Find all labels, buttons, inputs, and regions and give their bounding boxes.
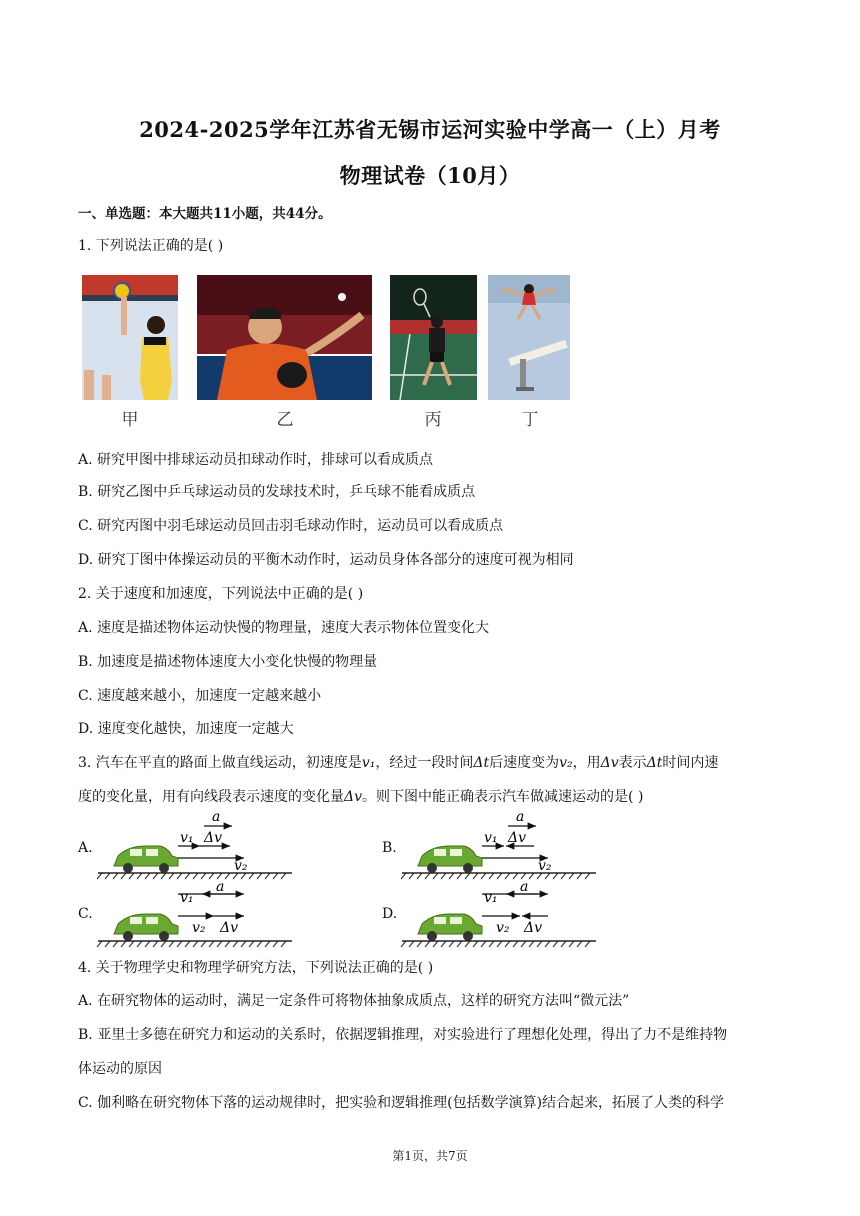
badminton-photo	[390, 275, 477, 400]
caption-ding: 丁	[521, 410, 539, 430]
q3-text-6: 时间内速	[662, 755, 719, 771]
q3-diagram-d	[398, 876, 598, 948]
caption-jia: 甲	[121, 410, 139, 430]
title-line-1: 2024-2025学年江苏省无锡市运河实验中学高一（上）月考	[139, 117, 721, 142]
page-footer: 第1页，共7页	[392, 1149, 468, 1163]
a-label: a	[216, 879, 225, 895]
v1-label: v₁	[180, 830, 194, 846]
q3-label-d: D.	[382, 906, 398, 922]
q4-option-c-line-1: C. 伽利略在研究物体下落的运动规律时，把实验和逻辑推理(包括数学演算)结合起来，拓展了人类的科学	[78, 1095, 725, 1111]
caption-yi: 乙	[276, 410, 294, 430]
q3-label-c: C.	[78, 906, 93, 922]
q3-v2: v₂	[559, 755, 573, 771]
v2-label: v₂	[192, 920, 206, 936]
table-tennis-photo	[197, 275, 372, 400]
q3-text-1: 3. 汽车在平直的路面上做直线运动，初速度是	[78, 755, 362, 771]
q3-stem-line-1	[78, 753, 800, 773]
car-icon	[418, 846, 482, 873]
dv-label: Δv	[508, 830, 527, 846]
q3-label-b: B.	[382, 840, 397, 856]
a-label: a	[212, 809, 221, 825]
title-line-2: 物理试卷（10月）	[339, 163, 521, 188]
q2-stem: 2. 关于速度和加速度，下列说法中正确的是( )	[78, 586, 364, 602]
q1-stem: 1. 下列说法正确的是( )	[78, 238, 224, 254]
q1-option-a: A. 研究甲图中排球运动员扣球动作时，排球可以看成质点	[78, 452, 434, 468]
caption-bing: 丙	[424, 410, 442, 430]
section-heading: 一、单选题：本大题共11小题，共44分。	[78, 206, 332, 222]
q3-dv: Δv	[600, 755, 619, 771]
q2-option-d: D. 速度变化越快，加速度一定越大	[78, 721, 294, 737]
q3-diagram-c	[94, 876, 294, 948]
q1-option-d: D. 研究丁图中体操运动员的平衡木动作时，运动员身体各部分的速度可视为相同	[78, 552, 574, 568]
q2-option-a: A. 速度是描述物体运动快慢的物理量，速度大表示物体位置变化大	[78, 620, 490, 636]
v1-label: v₁	[484, 890, 498, 906]
q1-option-b: B. 研究乙图中乒乓球运动员的发球技术时，乒乓球不能看成质点	[78, 484, 476, 500]
q3-text-7: 度的变化量，用有向线段表示速度的变化量	[78, 789, 344, 805]
q3-text-4: ，用	[572, 755, 601, 771]
v2-label: v₂	[496, 920, 510, 936]
q3-diagram-b	[398, 808, 598, 880]
v1-label: v₁	[484, 830, 498, 846]
a-label: a	[516, 809, 525, 825]
dv-label: Δv	[220, 920, 239, 936]
car-icon	[114, 914, 178, 941]
q4-option-a: A. 在研究物体的运动时，满足一定条件可将物体抽象成质点，这样的研究方法叫“微元法”	[78, 993, 630, 1009]
q3-label-a: A.	[78, 840, 93, 856]
q3-dt-2: Δt	[646, 755, 663, 771]
dv-label: Δv	[524, 920, 543, 936]
car-icon	[418, 914, 482, 941]
q4-stem: 4. 关于物理学史和物理学研究方法，下列说法正确的是( )	[78, 960, 434, 976]
q3-stem-line-2	[78, 787, 800, 807]
dv-label: Δv	[204, 830, 223, 846]
q3-diagram-a	[94, 808, 294, 880]
q3-dv-2: Δv	[344, 789, 363, 805]
a-label: a	[520, 879, 529, 895]
volleyball-photo	[82, 275, 178, 400]
v1-label: v₁	[180, 890, 194, 906]
car-icon	[114, 846, 178, 873]
q3-v1: v₁	[361, 755, 376, 771]
q3-dt: Δt	[473, 755, 490, 771]
v2-label: v₂	[538, 858, 552, 874]
gymnastics-photo	[488, 275, 570, 400]
q2-option-c: C. 速度越来越小，加速度一定越来越小	[78, 688, 322, 704]
q4-option-b-line-1: B. 亚里士多德在研究力和运动的关系时，依据逻辑推理，对实验进行了理想化处理，得出了力不是维持物	[78, 1027, 728, 1043]
v2-label: v₂	[234, 858, 248, 874]
q3-text-5: 表示	[618, 755, 647, 771]
q3-text-3: 后速度变为	[489, 755, 560, 771]
q4-option-b-line-2: 体运动的原因	[78, 1061, 162, 1077]
q2-option-b: B. 加速度是描述物体速度大小变化快慢的物理量	[78, 654, 378, 670]
q3-text-8: 。则下图中能正确表示汽车做减速运动的是( )	[362, 789, 644, 805]
q1-option-c: C. 研究丙图中羽毛球运动员回击羽毛球动作时，运动员可以看成质点	[78, 518, 504, 534]
q3-text-2: ，经过一段时间	[375, 755, 474, 771]
